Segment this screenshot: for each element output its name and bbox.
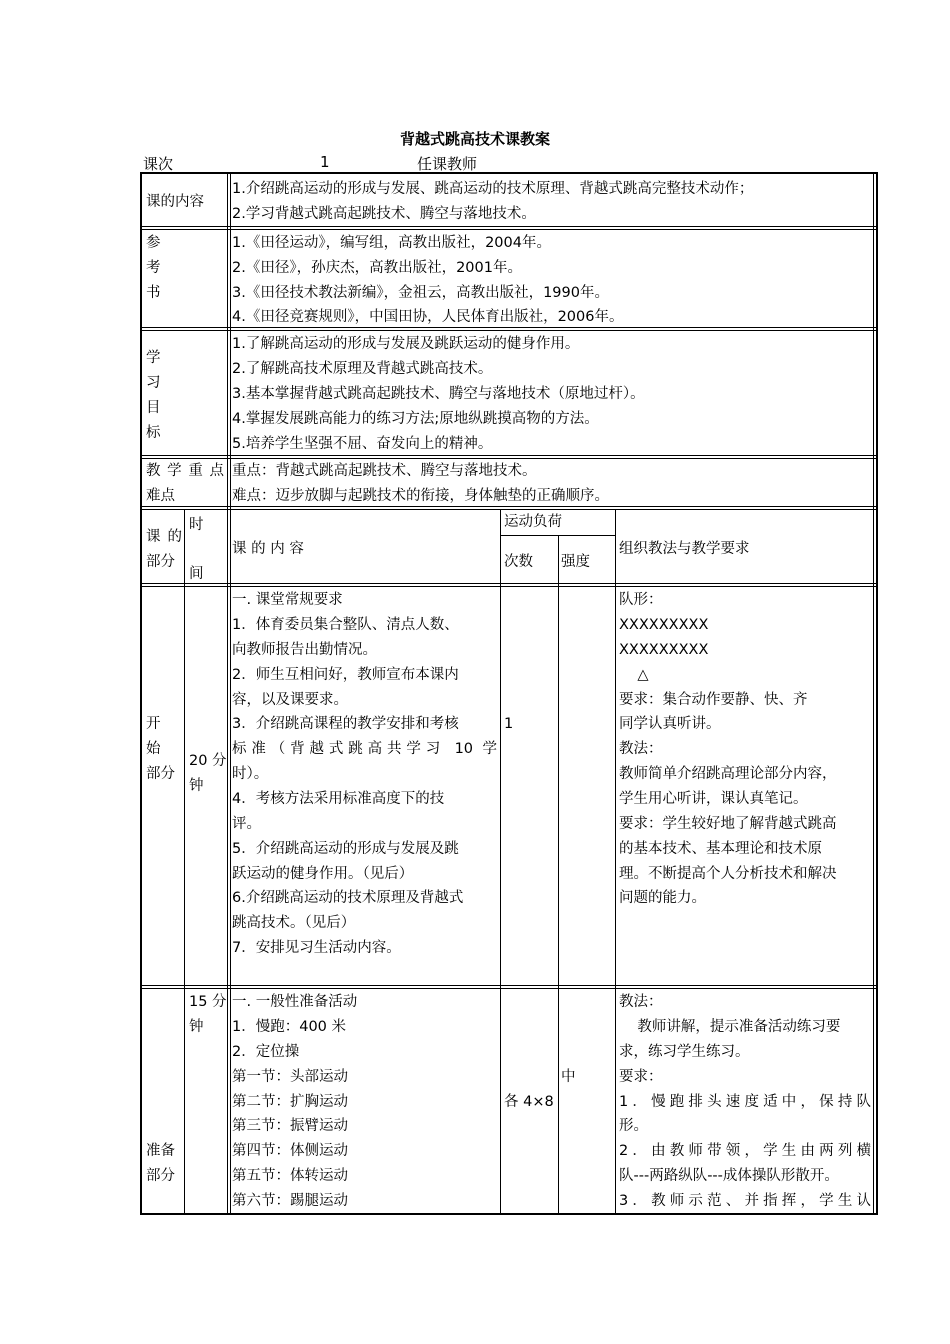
lesson-label: 课次 (143, 155, 174, 173)
goal-item: 5.培养学生坚强不屈、奋发向上的精神。 (232, 436, 493, 452)
start-content-line: 5．介绍跳高运动的形成与发展及跳 (232, 841, 459, 857)
part-header: 部分 (146, 554, 175, 570)
goals-label-char: 标 (146, 425, 161, 441)
prep-method-line: 求，练习学生练习。 (619, 1044, 750, 1060)
start-content-line: 1．体育委员集合整队、清点人数、 (232, 617, 459, 633)
page-title: 背越式跳高技术课教案 (399, 130, 550, 148)
prep-content-line: 2．定位操 (232, 1044, 300, 1060)
keypoints-label: 教 学 重 点 (146, 463, 224, 479)
content-line: 2.学习背越式跳高起跳技术、腾空与落地技术。 (232, 206, 536, 222)
start-part-label: 始 (146, 741, 161, 757)
start-content-line: 2．师生互相问好，教师宣布本课内 (232, 667, 459, 683)
reference-item: 3.《田径技术教法新编》，金祖云，高教出版社，1990年。 (232, 285, 609, 301)
start-content-line: 容，以及课要求。 (232, 692, 348, 708)
start-method-line: XXXXXXXXX (619, 617, 709, 633)
start-content-line: 3．介绍跳高课程的教学安排和考核 (232, 716, 459, 732)
grid-line (141, 985, 877, 986)
start-method-line: 问题的能力。 (619, 890, 706, 906)
start-method-line: △ (619, 667, 649, 683)
time-header: 间 (189, 566, 204, 582)
start-time: 钟 (189, 778, 204, 794)
load-header: 运动负荷 (504, 514, 562, 530)
grid-line (558, 536, 559, 1214)
prep-method-line: 要求： (619, 1069, 663, 1085)
start-time: 20 分 (189, 753, 227, 769)
keypoint-item: 难点：迈步放脚与起跳技术的衔接，身体触垫的正确顺序。 (232, 488, 609, 504)
start-content-line: 一. 课堂常规要求 (232, 592, 343, 608)
prep-content-line: 第三节：振臂运动 (232, 1118, 348, 1134)
refs-label-char: 参 (146, 235, 161, 251)
grid-line (501, 535, 615, 536)
start-method-line: 学生用心听讲，课认真笔记。 (619, 791, 808, 807)
start-method-line: 教师简单介绍跳高理论部分内容， (619, 766, 837, 782)
start-method-line: 同学认真听讲。 (619, 716, 721, 732)
goal-item: 1.了解跳高运动的形成与发展及跳跃运动的健身作用。 (232, 336, 580, 352)
refs-label-char: 书 (146, 285, 161, 301)
reference-item: 1.《田径运动》，编写组，高教出版社，2004年。 (232, 235, 551, 251)
start-content-line: 标准（背越式跳高共学习 10 学 (232, 741, 497, 757)
start-content-line: 6.介绍跳高运动的技术原理及背越式 (232, 890, 464, 906)
prep-content-line: 第六节：踢腿运动 (232, 1193, 348, 1209)
start-content-line: 向教师报告出勤情况。 (232, 642, 377, 658)
prep-intensity: 中 (561, 1069, 576, 1085)
prep-method-line: 教师讲解，提示准备活动练习要 (619, 1019, 841, 1035)
prep-content-line: 第四节：体侧运动 (232, 1143, 348, 1159)
start-method-line: 的基本技术、基本理论和技术原 (619, 841, 822, 857)
content-header: 课 的 内 容 (232, 541, 304, 557)
start-method-line: 要求：集合动作要静、快、齐 (619, 692, 808, 708)
start-content-line: 时）。 (232, 766, 269, 782)
prep-content-line: 一. 一般性准备活动 (232, 994, 358, 1010)
count-header: 次数 (504, 554, 533, 570)
goals-label-char: 习 (146, 375, 161, 391)
start-method-line: 要求：学生较好地了解背越式跳高 (619, 816, 837, 832)
prep-part-label: 部分 (146, 1168, 175, 1184)
start-method-line: XXXXXXXXX (619, 642, 709, 658)
goals-label-char: 目 (146, 400, 161, 416)
content-line: 1.介绍跳高运动的形成与发展、跳高运动的技术原理、背越式跳高完整技术动作； (232, 181, 754, 197)
start-content-line: 评。 (232, 816, 261, 832)
prep-content-line: 第一节：头部运动 (232, 1069, 348, 1085)
prep-method-line: 形。 (619, 1118, 648, 1134)
start-method-line: 教法： (619, 741, 663, 757)
prep-content-line: 第五节：体转运动 (232, 1168, 348, 1184)
grid-line (141, 586, 877, 587)
goal-item: 4.掌握发展跳高能力的练习方法;原地纵跳摸高物的方法。 (232, 411, 599, 427)
prep-method-line: 3．教师示范、并指挥，学生认 (619, 1193, 871, 1209)
start-method-line: 队形： (619, 592, 663, 608)
start-part-label: 部分 (146, 766, 175, 782)
method-header: 组织教法与教学要求 (619, 541, 750, 557)
reference-item: 4.《田径竞赛规则》，中国田协，人民体育出版社，2006年。 (232, 309, 624, 325)
prep-time: 钟 (189, 1019, 204, 1035)
grid-line (184, 509, 185, 1214)
prep-count: 各 4×8 (504, 1094, 554, 1110)
grid-line (141, 330, 877, 331)
prep-method-line: 队---两路纵队---成体操队形散开。 (619, 1168, 839, 1184)
prep-content-line: 第二节：扩胸运动 (232, 1094, 348, 1110)
teacher-label: 任课教师 (417, 155, 478, 173)
prep-time: 15 分 (189, 994, 227, 1010)
start-part-label: 开 (146, 716, 161, 732)
start-content-line: 跃运动的健身作用。（见后） (232, 866, 414, 882)
prep-method-line: 教法： (619, 994, 663, 1010)
start-method-line: 理。不断提高个人分析技术和解决 (619, 866, 837, 882)
content-label: 课的内容 (146, 194, 204, 210)
grid-line (615, 509, 616, 1214)
keypoint-item: 重点：背越式跳高起跳技术、腾空与落地技术。 (232, 463, 537, 479)
prep-part-label: 准备 (146, 1143, 175, 1159)
prep-method-line: 2．由教师带领，学生由两列横 (619, 1143, 871, 1159)
part-header: 课 的 (146, 529, 182, 545)
start-count: 1 (504, 716, 514, 732)
start-content-line: 7．安排见习生活动内容。 (232, 940, 401, 956)
goals-label-char: 学 (146, 350, 161, 366)
keypoints-label: 难点 (146, 488, 175, 504)
intensity-header: 强度 (561, 554, 590, 570)
start-content-line: 跳高技术。（见后） (232, 915, 356, 931)
refs-label-char: 考 (146, 260, 161, 276)
reference-item: 2.《田径》，孙庆杰，高教出版社，2001年。 (232, 260, 522, 276)
goal-item: 3.基本掌握背越式跳高起跳技术、腾空与落地技术（原地过杆）。 (232, 386, 645, 402)
grid-line (141, 988, 877, 989)
grid-line (141, 583, 877, 584)
time-header: 时 (189, 517, 204, 533)
start-content-line: 4．考核方法采用标准高度下的技 (232, 791, 445, 807)
prep-content-line: 1．慢跑：400 米 (232, 1019, 347, 1035)
grid-line (141, 229, 877, 230)
prep-method-line: 1．慢跑排头速度适中，保持队 (619, 1094, 871, 1110)
goal-item: 2.了解跳高技术原理及背越式跳高技术。 (232, 361, 493, 377)
lesson-number: 1 (320, 153, 330, 171)
grid-line (500, 509, 501, 1214)
